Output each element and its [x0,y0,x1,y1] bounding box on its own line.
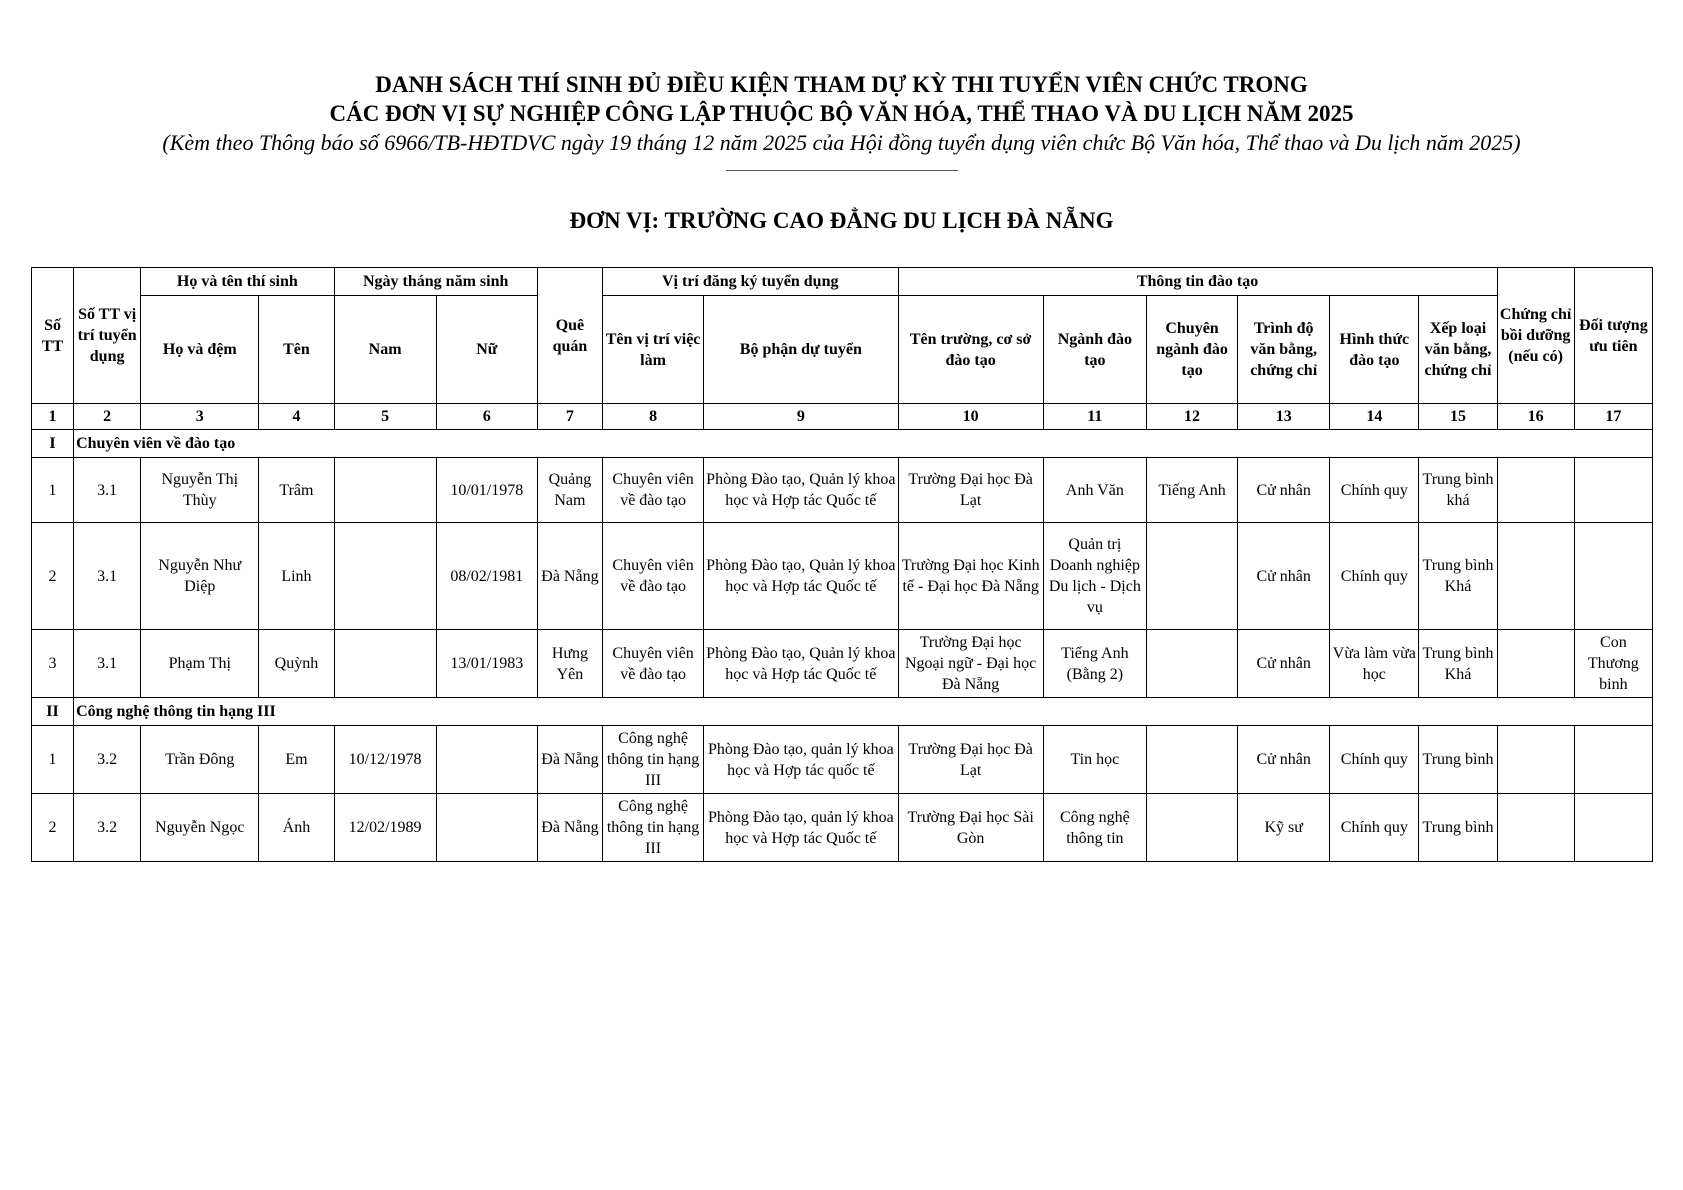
cell-nganh: Anh Văn [1043,458,1146,523]
cell-chung-chi [1497,726,1574,794]
section-title: Chuyên viên về đào tạo [74,430,1653,458]
cell-chung-chi [1497,523,1574,630]
cell-chuyen-nganh [1146,726,1237,794]
column-number: 5 [334,404,436,430]
cell-ten: Linh [259,523,334,630]
column-number: 16 [1497,404,1574,430]
cell-doi-tuong [1574,458,1652,523]
col-header-doi-tuong: Đối tượng ưu tiên [1574,268,1652,404]
unit-title: ĐƠN VỊ: TRƯỜNG CAO ĐẲNG DU LỊCH ĐÀ NẴNG [569,208,1114,233]
cell-nu [436,794,537,862]
cell-ten-truong: Trường Đại học Đà Lạt [898,726,1043,794]
col-header-stt: Số TT [32,268,74,404]
cell-ho-dem: Nguyễn Thị Thùy [141,458,259,523]
cell-nu: 13/01/1983 [436,630,537,698]
cell-nu: 10/01/1978 [436,458,537,523]
cell-ho-dem: Phạm Thị [141,630,259,698]
col-header-chuyen-nganh: Chuyên ngành đào tạo [1146,296,1237,404]
column-number: 6 [436,404,537,430]
cell-ten: Ánh [259,794,334,862]
cell-stt: 1 [32,726,74,794]
cell-so-tt-vi-tri: 3.1 [74,630,141,698]
cell-ho-dem: Nguyễn Ngọc [141,794,259,862]
section-row [32,698,1653,726]
cell-nam: 10/12/1978 [334,726,436,794]
document-title-line-1: DANH SÁCH THÍ SINH ĐỦ ĐIỀU KIỆN THAM DỰ KỲ THI TUYỂN VIÊN CHỨC TRONG [375,72,1308,97]
column-number: 11 [1043,404,1146,430]
cell-ten-vi-tri: Chuyên viên về đào tạo [602,630,703,698]
col-header-so-tt-vi-tri: Số TT vị trí tuyển dụng [74,268,141,404]
cell-bo-phan: Phòng Đào tạo, Quản lý khoa học và Hợp tác Quốc tế [704,523,898,630]
cell-bo-phan: Phòng Đào tạo, Quản lý khoa học và Hợp tác Quốc tế [704,458,898,523]
col-header-que-quan: Quê quán [537,268,602,404]
cell-trinh-do: Cử nhân [1238,726,1330,794]
cell-nu [436,726,537,794]
cell-chuyen-nganh [1146,523,1237,630]
cell-trinh-do: Cử nhân [1238,458,1330,523]
cell-ho-dem: Trần Đông [141,726,259,794]
column-number: 12 [1146,404,1237,430]
header-divider [726,170,958,171]
table-row [32,794,1653,862]
cell-so-tt-vi-tri: 3.1 [74,458,141,523]
group-header-vi-tri: Vị trí đăng ký tuyển dụng [602,268,898,296]
cell-doi-tuong [1574,523,1652,630]
cell-chung-chi [1497,794,1574,862]
col-header-xep-loai: Xếp loại văn bằng, chứng chỉ [1419,296,1497,404]
cell-nganh: Công nghệ thông tin [1043,794,1146,862]
cell-que-quan: Đà Nẵng [537,726,602,794]
column-number: 4 [259,404,334,430]
table-row [32,458,1653,523]
cell-xep-loai: Trung bình khá [1419,458,1497,523]
cell-trinh-do: Cử nhân [1238,523,1330,630]
cell-ten-truong: Trường Đại học Kinh tế - Đại học Đà Nẵng [898,523,1043,630]
cell-ten-truong: Trường Đại học Ngoại ngữ - Đại học Đà Nẵng [898,630,1043,698]
section-number: I [32,430,74,458]
cell-bo-phan: Phòng Đào tạo, quản lý khoa học và Hợp tác Quốc tế [704,794,898,862]
cell-hinh-thuc: Chính quy [1330,794,1419,862]
cell-ho-dem: Nguyễn Như Diệp [141,523,259,630]
column-number: 15 [1419,404,1497,430]
cell-so-tt-vi-tri: 3.2 [74,726,141,794]
column-number: 3 [141,404,259,430]
cell-que-quan: Quảng Nam [537,458,602,523]
cell-stt: 2 [32,794,74,862]
cell-nganh: Tiếng Anh (Bằng 2) [1043,630,1146,698]
header-row-columns [32,296,1653,404]
column-number: 10 [898,404,1043,430]
cell-nam: 12/02/1989 [334,794,436,862]
section-number: II [32,698,74,726]
cell-so-tt-vi-tri: 3.1 [74,523,141,630]
document-title-line-2: CÁC ĐƠN VỊ SỰ NGHIỆP CÔNG LẬP THUỘC BỘ VĂN HÓA, THỂ THAO VÀ DU LỊCH NĂM 2025 [329,101,1354,126]
cell-ten-vi-tri: Chuyên viên về đào tạo [602,523,703,630]
cell-chuyen-nganh [1146,794,1237,862]
document-header [0,70,1683,171]
cell-chuyen-nganh: Tiếng Anh [1146,458,1237,523]
cell-ten: Trâm [259,458,334,523]
cell-hinh-thuc: Chính quy [1330,726,1419,794]
column-number: 14 [1330,404,1419,430]
cell-bo-phan: Phòng Đào tạo, Quản lý khoa học và Hợp tác Quốc tế [704,630,898,698]
cell-hinh-thuc: Vừa làm vừa học [1330,630,1419,698]
col-header-bo-phan: Bộ phận dự tuyển [704,296,898,404]
table-row [32,726,1653,794]
col-header-trinh-do: Trình độ văn bằng, chứng chỉ [1238,296,1330,404]
column-number: 7 [537,404,602,430]
column-number: 8 [602,404,703,430]
group-header-ngay-sinh: Ngày tháng năm sinh [334,268,537,296]
cell-xep-loai: Trung bình Khá [1419,523,1497,630]
cell-nam [334,523,436,630]
column-number: 2 [74,404,141,430]
cell-nam [334,458,436,523]
col-header-nganh: Ngành đào tạo [1043,296,1146,404]
cell-ten: Quỳnh [259,630,334,698]
cell-ten-vi-tri: Công nghệ thông tin hạng III [602,794,703,862]
table-row [32,523,1653,630]
col-header-nu: Nữ [436,296,537,404]
cell-chung-chi [1497,630,1574,698]
group-header-ho-ten: Họ và tên thí sinh [141,268,334,296]
cell-xep-loai: Trung bình [1419,794,1497,862]
cell-nganh: Quản trị Doanh nghiệp Du lịch - Dịch vụ [1043,523,1146,630]
col-header-ten: Tên [259,296,334,404]
cell-nu: 08/02/1981 [436,523,537,630]
column-number: 1 [32,404,74,430]
cell-hinh-thuc: Chính quy [1330,523,1419,630]
cell-nam [334,630,436,698]
column-number: 17 [1574,404,1652,430]
cell-ten: Em [259,726,334,794]
cell-chuyen-nganh [1146,630,1237,698]
col-header-ten-truong: Tên trường, cơ sở đào tạo [898,296,1043,404]
cell-doi-tuong [1574,726,1652,794]
cell-ten-truong: Trường Đại học Sài Gòn [898,794,1043,862]
column-number: 9 [704,404,898,430]
group-header-dao-tao: Thông tin đào tạo [898,268,1497,296]
cell-xep-loai: Trung bình [1419,726,1497,794]
cell-trinh-do: Kỹ sư [1238,794,1330,862]
col-header-hinh-thuc: Hình thức đào tạo [1330,296,1419,404]
document-subtitle: (Kèm theo Thông báo số 6966/TB-HĐTDVC ngày 19 tháng 12 năm 2025 của Hội đồng tuyển dụng viên chức Bộ Văn hóa, Thể thao và Du lịch năm 2025) [162,130,1521,155]
cell-que-quan: Hưng Yên [537,630,602,698]
candidate-table [31,267,1653,862]
cell-que-quan: Đà Nẵng [537,794,602,862]
table-row [32,630,1653,698]
cell-chung-chi [1497,458,1574,523]
column-number-row [32,404,1653,430]
cell-trinh-do: Cử nhân [1238,630,1330,698]
header-row-groups [32,268,1653,296]
column-number: 13 [1238,404,1330,430]
cell-doi-tuong [1574,794,1652,862]
cell-ten-truong: Trường Đại học Đà Lạt [898,458,1043,523]
section-row [32,430,1653,458]
cell-stt: 1 [32,458,74,523]
section-title: Công nghệ thông tin hạng III [74,698,1653,726]
col-header-ten-vi-tri: Tên vị trí việc làm [602,296,703,404]
col-header-chung-chi: Chứng chỉ bồi dưỡng (nếu có) [1497,268,1574,404]
cell-bo-phan: Phòng Đào tạo, quản lý khoa học và Hợp tác quốc tế [704,726,898,794]
cell-ten-vi-tri: Công nghệ thông tin hạng III [602,726,703,794]
cell-nganh: Tin học [1043,726,1146,794]
col-header-nam: Nam [334,296,436,404]
cell-ten-vi-tri: Chuyên viên về đào tạo [602,458,703,523]
cell-stt: 2 [32,523,74,630]
cell-stt: 3 [32,630,74,698]
cell-so-tt-vi-tri: 3.2 [74,794,141,862]
cell-que-quan: Đà Nẵng [537,523,602,630]
col-header-ho-dem: Họ và đệm [141,296,259,404]
cell-xep-loai: Trung bình Khá [1419,630,1497,698]
cell-hinh-thuc: Chính quy [1330,458,1419,523]
cell-doi-tuong: Con Thương binh [1574,630,1652,698]
